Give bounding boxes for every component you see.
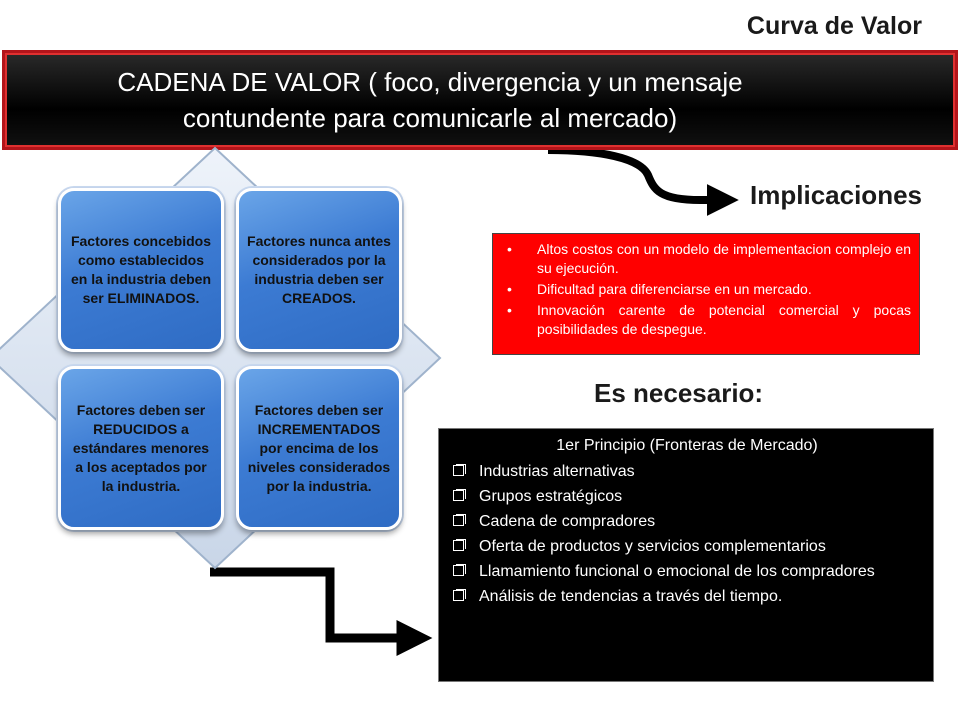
- principles-list: [451, 459, 923, 609]
- list-item: • Innovación carente de potencial comercial y pocas posibilidades de despegue.: [507, 302, 911, 337]
- bullet-icon: •: [507, 241, 512, 257]
- slide-title: Curva de Valor: [746, 12, 922, 40]
- errc-diagram: [0, 140, 460, 580]
- list-item: Industrias alternativas: [451, 459, 923, 484]
- bullet-icon: •: [507, 281, 512, 297]
- implicaciones-list: [503, 240, 911, 339]
- quadrant-increase-text: Factores deben ser INCREMENTADOS por encima de los niveles considerados por la industria.: [247, 401, 391, 494]
- checkbox-bullet-icon: [453, 565, 464, 576]
- list-item: • Altos costos con un modelo de implementacion complejo en su ejecución.: [507, 241, 911, 276]
- implicaciones-title: Implicaciones: [750, 180, 922, 210]
- quadrant-eliminate-text: Factores concebidos como establecidos en la industria deben ser ELIMINADOS.: [70, 233, 212, 306]
- list-item: Oferta de productos y servicios complementarios: [451, 534, 923, 559]
- banner: [2, 50, 958, 150]
- checkbox-bullet-icon: [453, 465, 464, 476]
- es-necesario-box: [438, 428, 934, 682]
- list-item: Cadena de compradores: [451, 509, 923, 534]
- quadrant-create-text: Factores nunca antes considerados por la industria deben ser CREADOS.: [247, 233, 391, 306]
- es-necesario-title: Es necesario:: [594, 378, 764, 408]
- list-item: Llamamiento funcional o emocional de los compradores: [451, 559, 923, 584]
- quadrant-reduce-text: Factores deben ser REDUCIDOS a estándares menores a los aceptados por la industria.: [72, 401, 210, 494]
- principle-heading: 1er Principio (Fronteras de Mercado): [556, 437, 818, 454]
- quadrant-increase: [236, 366, 402, 530]
- list-item: • Dificultad para diferenciarse en un mercado.: [507, 281, 812, 297]
- quadrant-reduce: [58, 366, 224, 530]
- checkbox-bullet-icon: [453, 515, 464, 526]
- elbow-arrow: [210, 572, 418, 638]
- implicaciones-box: [492, 233, 920, 355]
- banner-text: CADENA DE VALOR ( foco, divergencia y un mensaje contundente para comunicarle al mercado): [117, 67, 743, 133]
- quadrant-create: [236, 188, 402, 352]
- list-item: Grupos estratégicos: [451, 484, 923, 509]
- curved-arrow: [548, 150, 726, 200]
- checkbox-bullet-icon: [453, 490, 464, 501]
- bullet-icon: •: [507, 302, 512, 318]
- quadrant-eliminate: [58, 188, 224, 352]
- checkbox-bullet-icon: [453, 590, 464, 601]
- list-item: Análisis de tendencias a través del tiempo.: [451, 584, 923, 609]
- checkbox-bullet-icon: [453, 540, 464, 551]
